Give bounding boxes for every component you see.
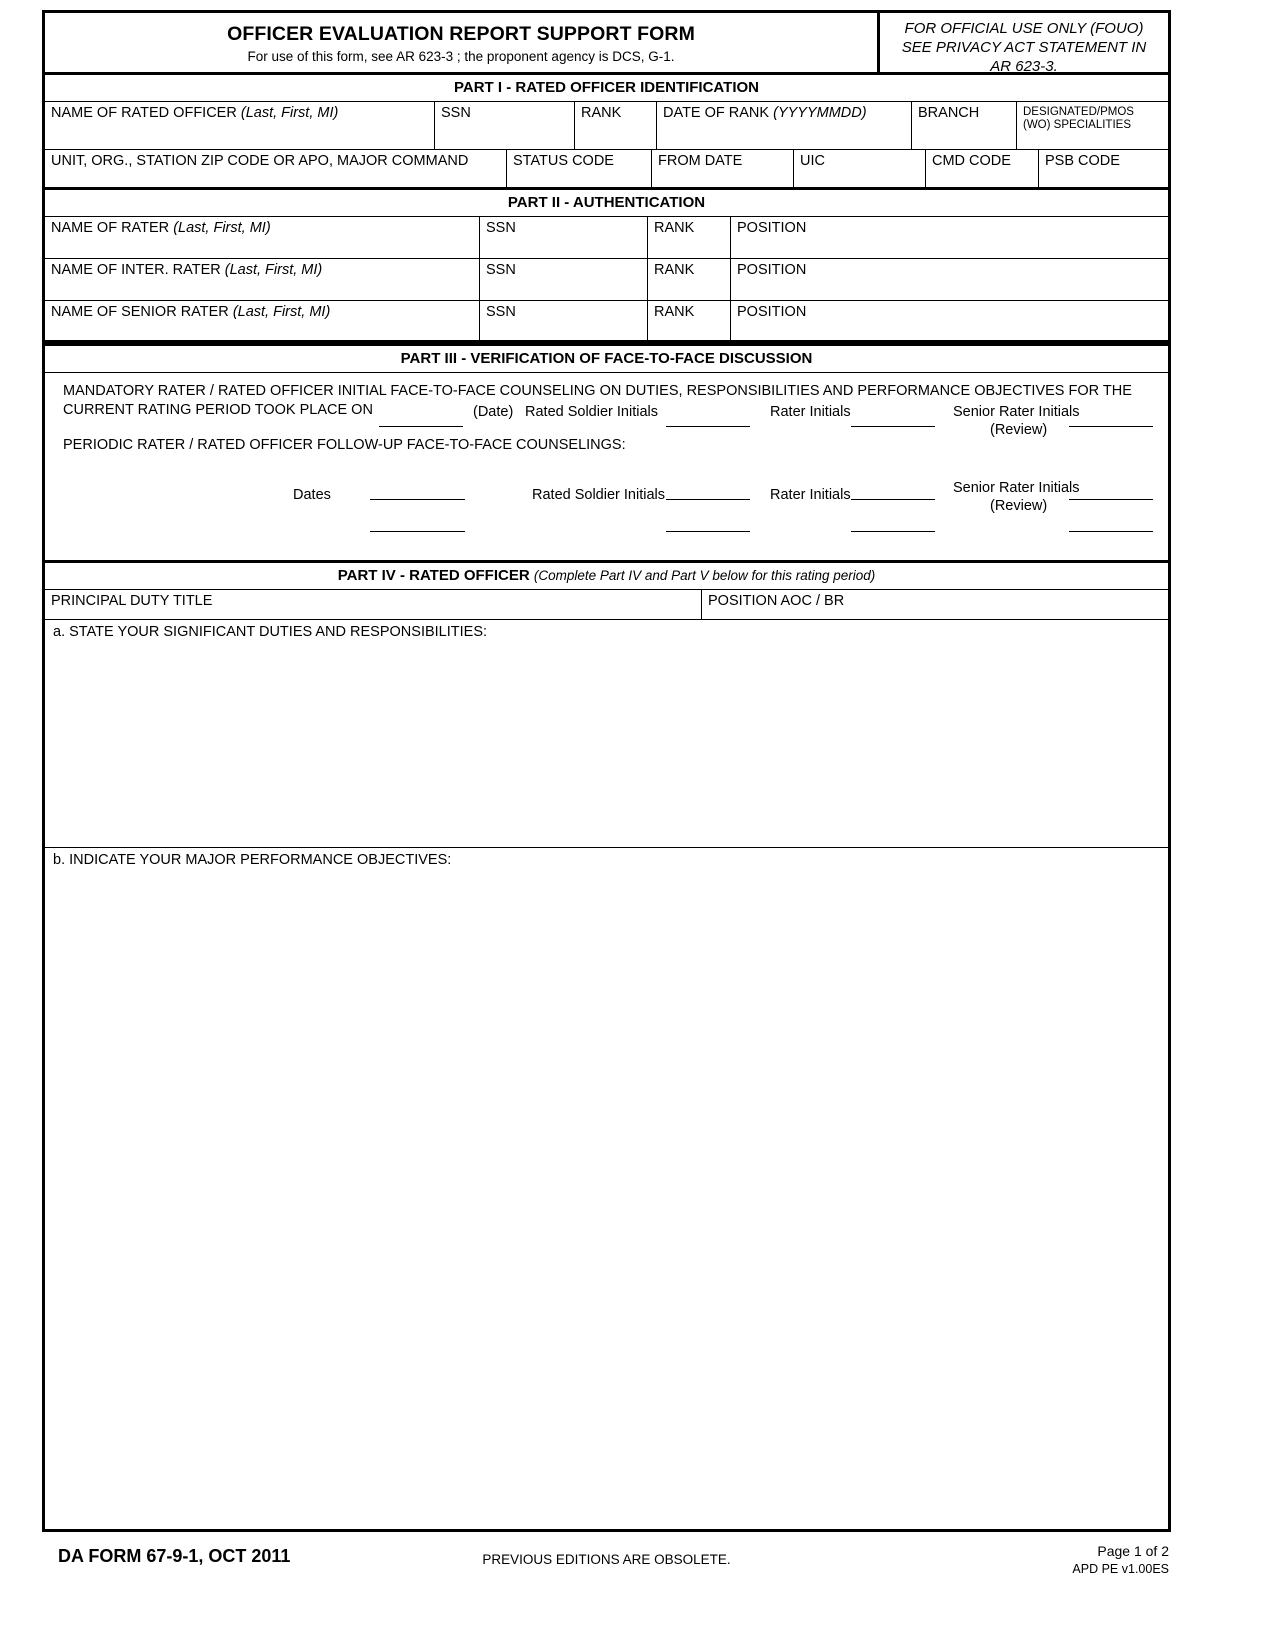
rank-label: RANK: [581, 105, 622, 121]
date-label: (Date): [473, 404, 514, 420]
rater-name-label: NAME OF RATER: [51, 220, 170, 236]
part-4-duty-row: [45, 590, 1168, 620]
field-unit-org[interactable]: [45, 150, 507, 190]
field-designated-pmos[interactable]: [1017, 102, 1168, 150]
initial-rated-soldier-initials-label: Rated Soldier Initials: [525, 404, 658, 420]
part-2-header: PART II - AUTHENTICATION: [45, 190, 1168, 217]
periodic-rated-soldier-initials-label: Rated Soldier Initials: [532, 487, 665, 503]
initial-rater-initials-label: Rater Initials: [770, 404, 851, 420]
initial-senior-rater-initials-input[interactable]: [1069, 426, 1153, 427]
mandatory-counseling-line-1: MANDATORY RATER / RATED OFFICER INITIAL FACE-TO-FACE COUNSELING ON DUTIES, RESPONSIBILITIES AND PERFORMANCE OBJECTIVES FOR THE: [63, 383, 1132, 399]
from-date-label: FROM DATE: [658, 153, 743, 169]
periodic-senior-rater-initials-input-2[interactable]: [1069, 531, 1153, 532]
initial-date-input[interactable]: [379, 426, 463, 427]
fouo-notice: [880, 13, 1168, 75]
field-senior-rater-rank[interactable]: [648, 301, 731, 343]
senior-rater-name-hint: (Last, First, MI): [232, 304, 331, 320]
part-1-row-2: [45, 150, 1168, 190]
field-position-aoc-br[interactable]: [702, 590, 1168, 620]
field-rater-position[interactable]: [731, 217, 1168, 259]
rater-rank-label: RANK: [654, 220, 695, 236]
section-b-label: b. INDICATE YOUR MAJOR PERFORMANCE OBJECTIVES:: [53, 852, 452, 868]
field-from-date[interactable]: [652, 150, 794, 190]
footer-right-block: [1072, 1542, 1169, 1578]
fouo-line-1: FOR OFFICIAL USE ONLY (FOUO): [904, 20, 1144, 37]
initial-rated-soldier-initials-input[interactable]: [666, 426, 750, 427]
form-subtitle: For use of this form, see AR 623-3 ; the proponent agency is DCS, G-1.: [247, 49, 675, 64]
apd-version: APD PE v1.00ES: [1072, 1561, 1169, 1576]
form-footer: [42, 1538, 1171, 1594]
rated-officer-name-label: NAME OF RATED OFFICER: [51, 105, 237, 121]
periodic-rated-soldier-initials-input-1[interactable]: [666, 499, 750, 500]
rater-ssn-label: SSN: [486, 220, 516, 236]
inter-rater-rank-label: RANK: [654, 262, 695, 278]
fouo-line-3: AR 623-3.: [990, 57, 1058, 75]
field-inter-rater-rank[interactable]: [648, 259, 731, 301]
field-inter-rater-position[interactable]: [731, 259, 1168, 301]
field-principal-duty-title[interactable]: [45, 590, 702, 620]
part-1-row-1: [45, 102, 1168, 150]
rater-name-hint: (Last, First, MI): [173, 220, 271, 236]
date-of-rank-label: DATE OF RANK: [663, 105, 770, 121]
senior-rater-position-label: POSITION: [737, 304, 807, 320]
field-rater-rank[interactable]: [648, 217, 731, 259]
field-uic[interactable]: [794, 150, 926, 190]
part-4-header: [45, 563, 1168, 590]
periodic-senior-rater-review-label: (Review): [990, 498, 1048, 514]
pmos-label-line-1: DESIGNATED/PMOS: [1023, 106, 1134, 118]
field-inter-rater-ssn[interactable]: [480, 259, 648, 301]
field-senior-rater-name[interactable]: [45, 301, 480, 343]
page-title: OFFICER EVALUATION REPORT SUPPORT FORM: [227, 23, 695, 45]
part-4-title: PART IV - RATED OFFICER: [337, 567, 530, 584]
periodic-rater-initials-input-1[interactable]: [851, 499, 935, 500]
pmos-label-line-2: (WO) SPECIALITIES: [1023, 119, 1131, 132]
uic-label: UIC: [800, 153, 825, 169]
form-title-block: [45, 13, 880, 75]
status-code-label: STATUS CODE: [513, 153, 614, 169]
cmd-code-label: CMD CODE: [932, 153, 1011, 169]
part-3-body: [45, 373, 1168, 563]
field-rated-officer-rank[interactable]: [575, 102, 657, 150]
part-3-header: PART III - VERIFICATION OF FACE-TO-FACE DISCUSSION: [45, 343, 1168, 373]
inter-rater-position-label: POSITION: [737, 262, 807, 278]
field-rated-officer-ssn[interactable]: [435, 102, 575, 150]
dates-label: Dates: [293, 487, 331, 503]
periodic-counseling-label: PERIODIC RATER / RATED OFFICER FOLLOW-UP FACE-TO-FACE COUNSELINGS:: [63, 437, 626, 453]
periodic-date-input-2[interactable]: [370, 531, 465, 532]
periodic-rated-soldier-initials-input-2[interactable]: [666, 531, 750, 532]
fouo-line-2: SEE PRIVACY ACT STATEMENT IN: [901, 38, 1147, 56]
senior-rater-name-label: NAME OF SENIOR RATER: [51, 304, 229, 320]
periodic-rater-initials-label: Rater Initials: [770, 487, 851, 503]
field-psb-code[interactable]: [1039, 150, 1168, 190]
section-a-label: a. STATE YOUR SIGNIFICANT DUTIES AND RESPONSIBILITIES:: [53, 624, 488, 640]
branch-label: BRANCH: [918, 105, 980, 121]
initial-senior-rater-initials-label: Senior Rater Initials: [953, 404, 1080, 420]
inter-rater-ssn-label: SSN: [486, 262, 516, 278]
periodic-rater-initials-input-2[interactable]: [851, 531, 935, 532]
field-date-of-rank[interactable]: [657, 102, 912, 150]
part-2-row-rater: [45, 217, 1168, 259]
position-aoc-label: POSITION AOC / BR: [708, 593, 845, 609]
inter-rater-name-hint: (Last, First, MI): [224, 262, 323, 278]
field-rater-ssn[interactable]: [480, 217, 648, 259]
rater-position-label: POSITION: [737, 220, 807, 236]
form-header: [45, 13, 1168, 75]
part-1-header: PART I - RATED OFFICER IDENTIFICATION: [45, 75, 1168, 102]
senior-rater-ssn-label: SSN: [486, 304, 516, 320]
mandatory-counseling-line-2: CURRENT RATING PERIOD TOOK PLACE ON: [63, 402, 373, 418]
field-senior-rater-ssn[interactable]: [480, 301, 648, 343]
part-2-row-senior-rater: [45, 301, 1168, 343]
part-4-title-hint: (Complete Part IV and Part V below for this rating period): [533, 568, 876, 583]
field-senior-rater-position[interactable]: [731, 301, 1168, 343]
form-identifier: DA FORM 67-9-1, OCT 2011: [58, 1546, 291, 1566]
field-rated-officer-name[interactable]: [45, 102, 435, 150]
periodic-date-input-1[interactable]: [370, 499, 465, 500]
inter-rater-name-label: NAME OF INTER. RATER: [51, 262, 221, 278]
principal-duty-title-label: PRINCIPAL DUTY TITLE: [51, 593, 213, 609]
field-branch[interactable]: [912, 102, 1017, 150]
field-inter-rater-name[interactable]: [45, 259, 480, 301]
page-number: Page 1 of 2: [1097, 1543, 1169, 1559]
date-of-rank-hint: (YYYYMMDD): [773, 105, 867, 121]
periodic-senior-rater-initials-label: Senior Rater Initials: [953, 480, 1080, 496]
initial-senior-rater-review-label: (Review): [990, 422, 1048, 438]
ssn-label: SSN: [441, 105, 471, 121]
psb-code-label: PSB CODE: [1045, 153, 1120, 169]
previous-editions-notice: PREVIOUS EDITIONS ARE OBSOLETE.: [482, 1552, 731, 1567]
field-status-code[interactable]: [507, 150, 652, 190]
field-significant-duties[interactable]: [45, 620, 1168, 848]
periodic-senior-rater-initials-input-1[interactable]: [1069, 499, 1153, 500]
form-body: [42, 10, 1171, 1532]
unit-org-label: UNIT, ORG., STATION ZIP CODE OR APO, MAJOR COMMAND: [51, 153, 469, 169]
field-cmd-code[interactable]: [926, 150, 1039, 190]
initial-rater-initials-input[interactable]: [851, 426, 935, 427]
rated-officer-name-hint: (Last, First, MI): [240, 105, 339, 121]
part-2-row-inter-rater: [45, 259, 1168, 301]
field-rater-name[interactable]: [45, 217, 480, 259]
senior-rater-rank-label: RANK: [654, 304, 695, 320]
field-performance-objectives[interactable]: [45, 848, 1168, 868]
